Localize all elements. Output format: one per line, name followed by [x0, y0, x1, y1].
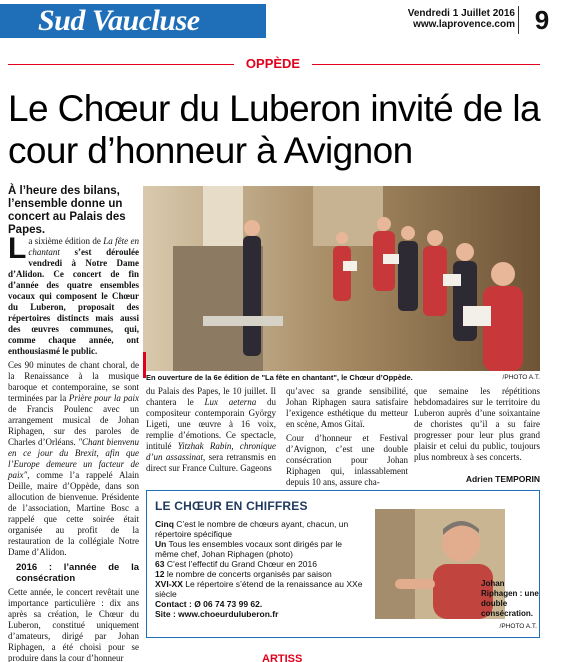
choir-photo — [143, 186, 540, 371]
conductor-caption: Johan Riphagen : une double consécration. — [481, 579, 539, 618]
facts-list — [155, 519, 363, 619]
paragraph-festival: Cour d’honneur et Festival d’Avignon, c’est une double consécration pour Johan Riphagen qui, inlassablement depuis 10 ans, assure cha- — [286, 433, 408, 487]
rubric-label: OPPÈDE — [245, 56, 301, 71]
paragraph-concert — [8, 360, 139, 558]
text: a sixième édition de — [28, 236, 104, 246]
fact-item — [155, 539, 363, 559]
author-byline: Adrien TEMPORIN — [465, 474, 540, 484]
article-column-2 — [146, 386, 276, 477]
text: du Palais des Papes, le 10 juillet. Il chantera le — [146, 386, 276, 407]
fact-key: Un — [155, 539, 167, 549]
fact-text: Le répertoire s’étend de la renaissance au XXe siècle — [155, 579, 363, 599]
text: , comme l’a rappelé Alain Deille, maire d’Oppède, dans son allocution de bienvenue. Présidente de l’association, Martine Bosc a rappelé que cette soirée était organisée au profit de la restauration de la collégiale Notre Dame d’Alidon. — [8, 470, 139, 557]
headline: Le Chœur du Luberon invité de la cour d’honneur à Avignon — [8, 88, 541, 171]
choir-photo-illustration — [143, 186, 540, 371]
dropcap: L — [8, 232, 27, 265]
text: du compositeur contemporain György Ligeti, une œuvre à 16 voix, remplie d’émotions. Ce spectacle, intitulé — [146, 397, 276, 451]
rubric — [0, 56, 563, 74]
photo-credit: /PHOTO A.T. — [502, 374, 540, 381]
show-title: Yitzhak Rabin, chronique d’un assassinat — [146, 441, 276, 462]
fact-text: C’est le nombre de chœurs ayant, chacun, un répertoire spécifique — [155, 519, 349, 539]
rubric-line-right — [312, 64, 540, 65]
paragraph-consecration: Cette année, le concert revêtait une importance particulière : dix ans après sa création, le Chœur du Luberon, constitué uniquement d’amateurs, dirigé par Johan Riphagen, a été choisi pour se produire dans la cour d’honneur — [8, 587, 139, 662]
issue-date: Vendredi 1 Juillet 2016 — [407, 8, 515, 19]
text: s’est déroulée vendredi à Notre Dame d’Alidon. Ce concert de fin d’année des quatre ensembles vocaux qui composent le Chœur du Luberon, proposait des répertoires distincts mais aussi des œuvres communes, qui, comme chaque année, ont enthousiasmé le public. — [8, 247, 139, 356]
event-title: La fête en chantant — [28, 236, 139, 257]
chapo: À l’heure des bilans, l’ensemble donne un concert au Palais des Papes. — [8, 185, 126, 236]
fact-key: 12 — [155, 569, 165, 579]
article-column-4 — [414, 386, 540, 466]
work-title: Prière pour la paix — [68, 393, 139, 403]
contact-phone: Contact : Ø 06 74 73 99 62. — [155, 599, 263, 609]
article-column-3 — [286, 386, 408, 491]
conductor-photo-credit: /PHOTO A.T. — [499, 623, 537, 630]
next-article-heading-fragment: ARTISS — [262, 653, 303, 662]
fact-key: 63 — [155, 559, 165, 569]
subheading: 2016 : l’année de la consécration — [16, 562, 139, 584]
work-title: Lux aeterna — [204, 397, 257, 407]
fact-key: XVI-XX — [155, 579, 183, 589]
fact-text: le nombre de concerts organisés par saison — [164, 569, 332, 579]
fact-item — [155, 559, 363, 569]
rubric-line-left — [8, 64, 234, 65]
photo-caption: En ouverture de la 6e édition de "La fête en chantant", le Chœur d’Oppède. — [146, 373, 413, 382]
page-number: 9 — [534, 5, 550, 35]
masthead — [0, 0, 563, 40]
quote: "Chant bienvenu en ce jour du Brexit, afin que l’Europe demeure un facteur de paix" — [8, 437, 139, 480]
text: , sera retransmis en direct sur France Culture. Gageons — [146, 452, 276, 473]
fact-text: C’est l’effectif du Grand Chœur en 2016 — [164, 559, 317, 569]
paragraph-rehearsals: que semaine les répétitions hebdomadaires sur le territoire du Luberon auprès d’une soixantaine de choristes qu’il a su faire progresser pour leur plus grand plaisir et celui du public, toujours plus nombreux à ses concerts. — [414, 386, 540, 462]
fact-item — [155, 579, 363, 599]
fact-key: Cinq — [155, 519, 174, 529]
section-title: Sud Vaucluse — [38, 4, 200, 37]
article-column-1 — [8, 232, 139, 662]
facts-box-title: LE CHŒUR EN CHIFFRES — [155, 499, 308, 513]
fact-item — [155, 519, 363, 539]
paragraph-sensibility: qu’avec sa grande sensibilité, Johan Riphagen saura satisfaire l’exigence esthétique du metteur en scène, Amos Gitaï. — [286, 386, 408, 429]
text: de Francis Poulenc avec un arrangement musical de Johan Riphagen, sur des paroles de Charles d’Orléans. — [8, 404, 139, 447]
fact-text: Tous les ensembles vocaux sont dirigés par le même chef, Johan Riphagen (photo) — [155, 539, 342, 559]
fact-item — [155, 569, 363, 579]
website-link[interactable]: www.laprovence.com — [413, 19, 515, 30]
website-link[interactable]: Site : www.choeurduluberon.fr — [155, 609, 279, 619]
paragraph-intro — [8, 232, 139, 357]
facts-box — [146, 490, 540, 638]
masthead-divider — [518, 6, 519, 34]
text: Ces 90 minutes de chant choral, de la Renaissance à la musique baroque et contemporaine, se sont terminées par la — [8, 360, 139, 403]
paragraph-palace — [146, 386, 276, 474]
